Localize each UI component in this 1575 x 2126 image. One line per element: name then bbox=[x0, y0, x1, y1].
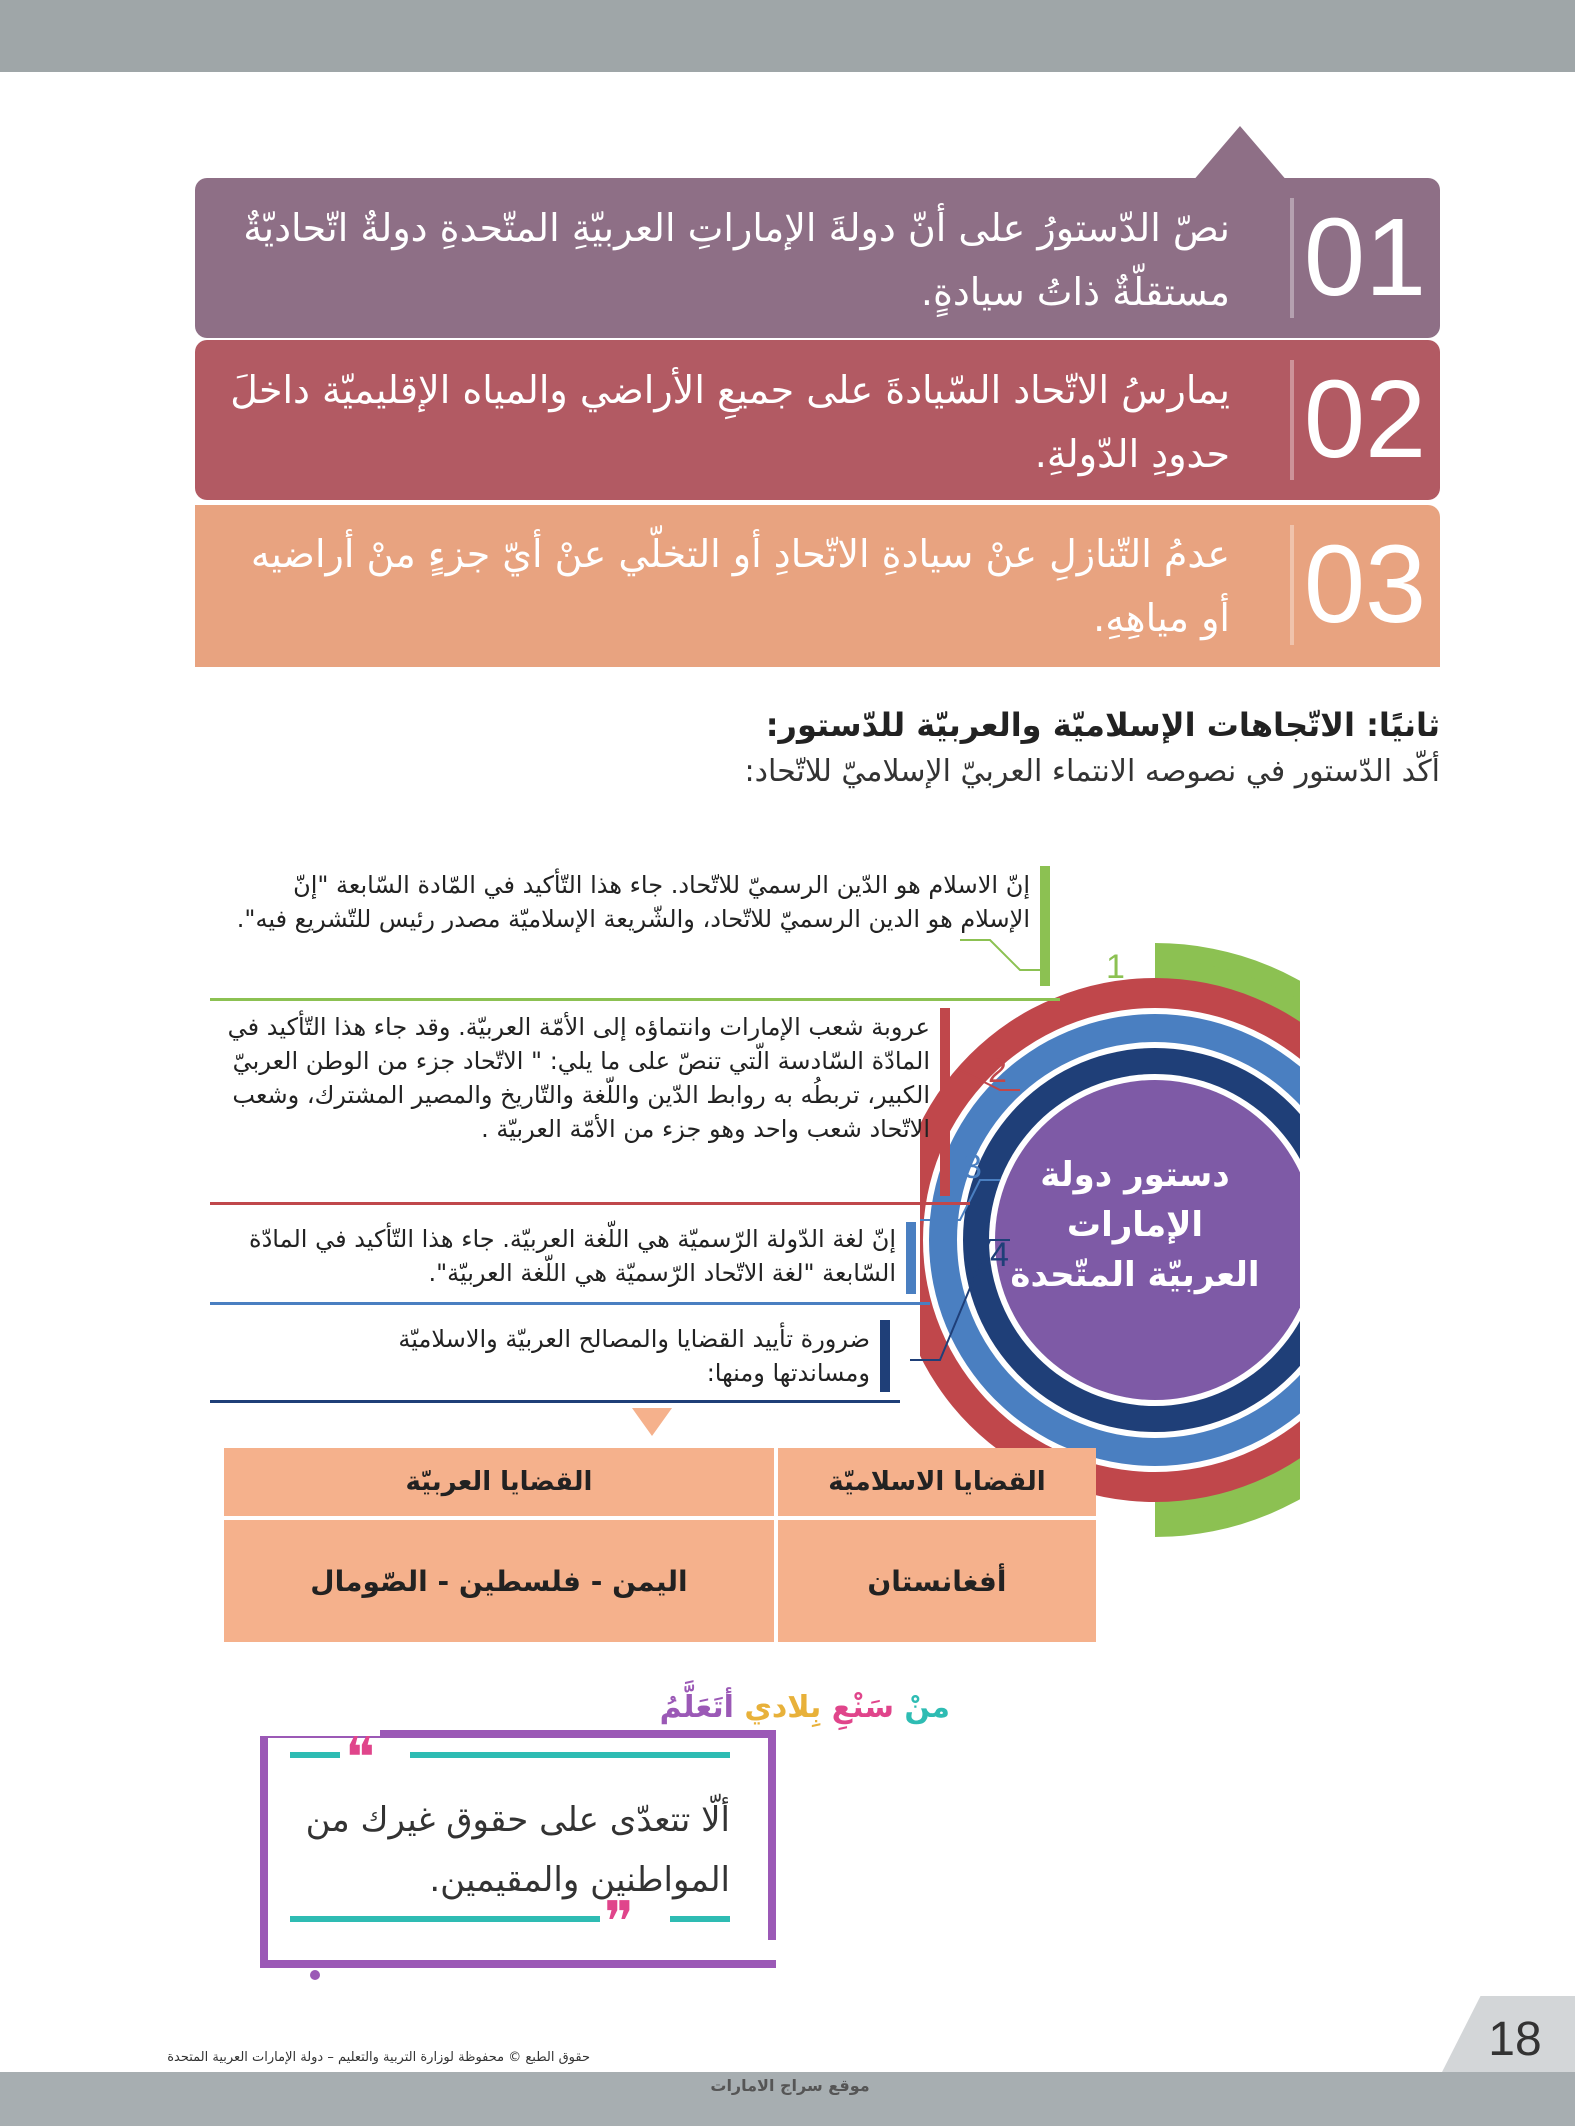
band-number: 03 bbox=[1303, 523, 1427, 646]
band-number: 01 bbox=[1303, 196, 1427, 319]
item-number: 2 bbox=[988, 1052, 1007, 1090]
quote-rule bbox=[410, 1752, 730, 1758]
issues-table bbox=[220, 1444, 1100, 1646]
section-intro: أكّد الدّستور في نصوصه الانتماء العربيّ الإسلاميّ للاتّحاد: bbox=[744, 754, 1440, 789]
frame-dot bbox=[310, 1970, 320, 1980]
footer-site-label: موقع سراج الامارات bbox=[710, 2076, 870, 2095]
top-bar bbox=[0, 0, 1575, 72]
item-text: ضرورة تأييد القضايا والمصالح العربيّة والاسلاميّة ومساندتها ومنها: bbox=[398, 1325, 870, 1387]
open-quote-icon: ❝ bbox=[345, 1726, 376, 1791]
item-underline bbox=[210, 998, 1060, 1001]
quote-rule bbox=[670, 1916, 730, 1922]
center-label: دستور دولة الإمارات العربيّة المتّحدة bbox=[1010, 1155, 1260, 1295]
quote-text: ألّا تتعدّى على حقوق غيرك من المواطنين والمقيمين. bbox=[305, 1800, 730, 1900]
item-bar bbox=[1040, 866, 1050, 986]
quote-rule bbox=[290, 1752, 340, 1758]
quote-title bbox=[650, 1690, 950, 1725]
item-bar bbox=[906, 1222, 916, 1294]
item-text: عروبة شعب الإمارات وانتماؤه إلى الأمّة العربيّة. وقد جاء هذا التّأكيد في المادّة السّادسة الّتي تنصّ على ما يلي: " الاتّحاد جزء من الوطن العربيّ الكبير، تربطُه به روابط الدّين واللّغة والتّاريخ والمصير المشترك، وشعب الاتّحاد شعب واحد وهو جزء من الأمّة العربيّة . bbox=[227, 1013, 930, 1143]
band-number: 02 bbox=[1303, 358, 1427, 481]
table-header: القضايا الاسلاميّة bbox=[778, 1448, 1096, 1516]
item-underline bbox=[210, 1400, 900, 1403]
quote-title-word: منْ bbox=[904, 1690, 950, 1725]
table-header: القضايا العربيّة bbox=[224, 1448, 774, 1516]
page-number: 18 bbox=[1488, 2013, 1542, 2066]
band-text: عدمُ التّنازلِ عنْ سيادةِ الاتّحادِ أو التخلّي عنْ أيّ جزءٍ منْ أراضيه أو مياهِهِ. bbox=[250, 532, 1230, 640]
item-text: إنّ الاسلام هو الدّين الرسميّ للاتّحاد. جاء هذا التّأكيد في المّادة السّابعة "إنّ الإسلام هو الدين الرسميّ للاتّحاد، والشّريعة الإسلاميّة مصدر رئيس للتّشريع فيه". bbox=[236, 871, 1030, 933]
item-number: 1 bbox=[1106, 948, 1125, 986]
table-cell: أفغانستان bbox=[778, 1520, 1096, 1642]
band-text: يمارسُ الاتّحاد السّيادةَ على جميعِ الأراضي والمياه الإقليميّة داخلَ حدودِ الدّولةِ. bbox=[230, 368, 1230, 476]
item-underline bbox=[210, 1202, 970, 1205]
item-bar bbox=[880, 1320, 890, 1392]
item-bar bbox=[940, 1008, 950, 1196]
quote-title-word: أتَعَلَّمُ bbox=[659, 1690, 734, 1725]
connector-3 bbox=[920, 1180, 1000, 1220]
section-heading: ثانيًا: الاتّجاهات الإسلاميّة والعربيّة للدّستور: bbox=[765, 706, 1440, 744]
item-text: إنّ لغة الدّولة الرّسميّة هي اللّغة العربيّة. جاء هذا التّأكيد في المادّة السّابعة "لغة الاتّحاد الرّسميّة هي اللّغة العربيّة". bbox=[249, 1225, 896, 1287]
table-cell: اليمن - فلسطين - الصّومال bbox=[224, 1520, 774, 1642]
copyright-text: حقوق الطبع © محفوظة لوزارة التربية والتعليم – دولة الإمارات العربية المتحدة bbox=[167, 2050, 590, 2065]
close-quote-icon: ❞ bbox=[604, 1890, 635, 1955]
item-number: 3 bbox=[963, 1148, 982, 1186]
quote-title-word: سَنْعِ bbox=[831, 1690, 894, 1725]
quote-title-word: بِلادي bbox=[744, 1690, 822, 1725]
table-pointer bbox=[632, 1408, 672, 1436]
item-underline bbox=[210, 1302, 930, 1305]
frame-gap bbox=[700, 1940, 780, 1960]
band-text: نصّ الدّستورُ على أنّ دولةَ الإماراتِ العربيّةِ المتّحدةِ دولةٌ اتّحاديّةٌ مستقلّةٌ ذاتُ سيادةٍ. bbox=[243, 206, 1230, 314]
connector-1 bbox=[960, 940, 1040, 970]
quote-rule bbox=[290, 1916, 600, 1922]
item-number: 4 bbox=[990, 1236, 1009, 1274]
